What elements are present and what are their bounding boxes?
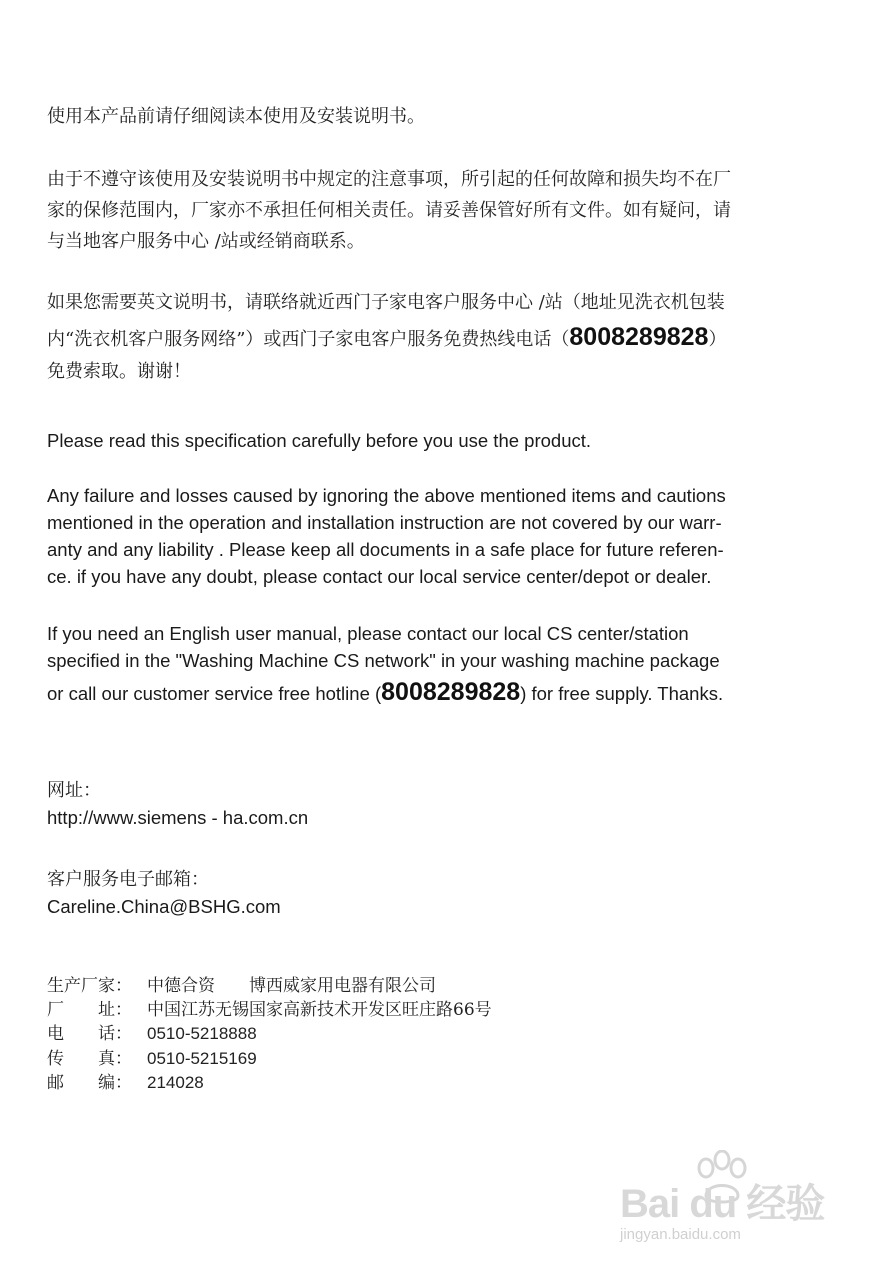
hotline-number: 8008289828 — [569, 323, 709, 351]
baidu-watermark — [620, 1150, 830, 1250]
en-liability-line: ce. if you have any doubt, please contact our local service center/depot or dealer. — [47, 566, 712, 587]
zh-liability-line: 家的保修范围内，厂家亦不承担任何相关责任。请妥善保管好所有文件。如有疑问，请 — [47, 200, 731, 221]
en-liability-line: anty and any liability . Please keep all documents in a safe place for future referen- — [47, 539, 724, 560]
en-liability-paragraph — [47, 482, 726, 590]
email-label: 客户服务电子邮箱： — [47, 869, 209, 890]
manufacturer-label: 生产厂家： — [47, 976, 132, 996]
en-manual-text: ) for free supply. Thanks. — [520, 683, 724, 704]
zh-manual-text: ） — [708, 329, 727, 350]
address-value: 中国江苏无锡国家高新技术开发区旺庄路66号 — [147, 999, 492, 1020]
watermark-brand: Bai du 经验 — [620, 1182, 825, 1226]
address-label: 厂 址： — [47, 999, 132, 1020]
website-url[interactable]: http://www.siemens - ha.com.cn — [47, 807, 309, 828]
zh-liability-line: 由于不遵守该使用及安装说明书中规定的注意事项，所引起的任何故障和损失均不在厂 — [47, 169, 731, 190]
postcode-value: 214028 — [147, 1073, 204, 1092]
manufacturer-info — [47, 975, 492, 1096]
zh-manual-paragraph — [47, 287, 847, 387]
zh-intro: 使用本产品前请仔细阅读本使用及安装说明书。 — [47, 106, 425, 127]
en-manual-line — [47, 674, 723, 710]
en-liability-line: mentioned in the operation and installation instruction are not covered by our warr- — [47, 512, 722, 533]
phone-value: 0510-5218888 — [147, 1024, 257, 1043]
en-manual-text: or call our customer service free hotline ( — [47, 683, 382, 704]
en-intro: Please read this specification carefully before you use the product. — [47, 430, 592, 451]
en-manual-line: specified in the "Washing Machine CS network" in your washing machine package — [47, 650, 720, 671]
en-manual-line: If you need an English user manual, please contact our local CS center/station — [47, 623, 689, 644]
email-block — [47, 867, 281, 921]
zh-manual-line: 免费索取。谢谢！ — [47, 361, 191, 382]
manufacturer-value: 中德合资 博西威家用电器有限公司 — [147, 976, 436, 996]
website-block — [47, 778, 308, 832]
en-manual-paragraph — [47, 620, 723, 710]
zh-manual-line — [47, 318, 847, 356]
website-label: 网址： — [47, 780, 101, 801]
fax-value: 0510-5215169 — [147, 1048, 257, 1068]
en-liability-line: Any failure and losses caused by ignoring the above mentioned items and cautions — [47, 485, 726, 506]
address-row — [47, 999, 492, 1023]
postcode-row — [47, 1071, 492, 1096]
phone-label: 电 话： — [47, 1024, 132, 1044]
phone-row — [47, 1022, 492, 1047]
zh-manual-line: 如果您需要英文说明书，请联络就近西门子家电客户服务中心 /站（地址见洗衣机包装 — [47, 292, 725, 313]
fax-label: 传 真： — [47, 1048, 132, 1069]
email-address[interactable]: Careline.China@BSHG.com — [47, 896, 281, 917]
hotline-number: 8008289828 — [381, 678, 521, 706]
zh-manual-text: 内“洗衣机客户服务网络”）或西门子家电客户服务免费热线电话（ — [47, 329, 570, 350]
postcode-label: 邮 编： — [47, 1073, 132, 1093]
fax-row — [47, 1047, 492, 1072]
zh-liability-paragraph — [47, 164, 731, 257]
manufacturer-row — [47, 975, 492, 999]
watermark-domain: jingyan.baidu.com — [620, 1226, 741, 1243]
zh-liability-line: 与当地客户服务中心 /站或经销商联系。 — [47, 231, 365, 252]
